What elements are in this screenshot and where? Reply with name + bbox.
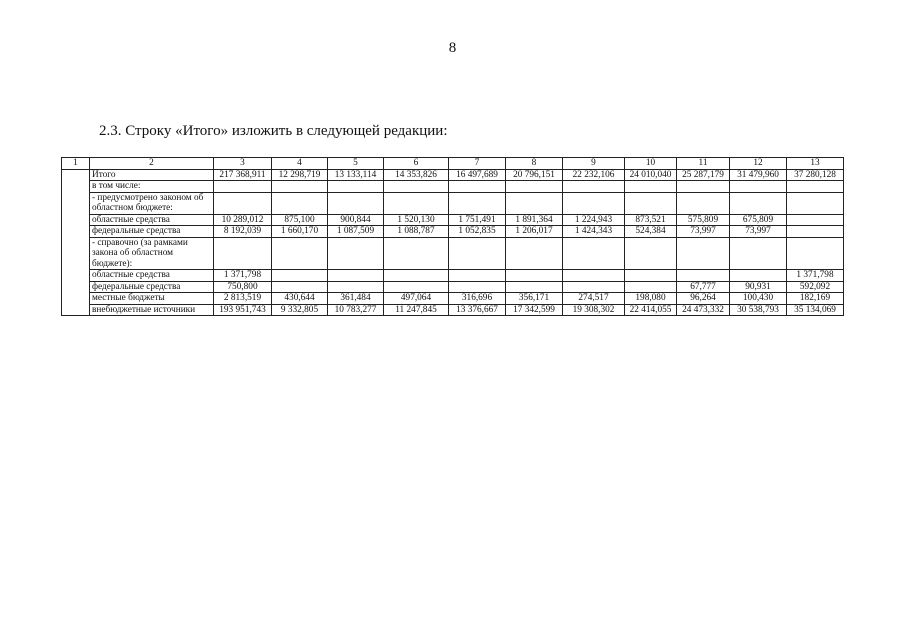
row-label: федеральные средства	[90, 226, 214, 238]
column-header: 7	[449, 158, 506, 170]
table-cell	[506, 181, 563, 193]
table-cell	[625, 281, 677, 293]
row-number-cell	[62, 169, 90, 316]
table-cell	[328, 181, 384, 193]
table-cell: 25 287,179	[677, 169, 730, 181]
table-cell	[214, 192, 272, 214]
table-cell: 875,100	[272, 214, 328, 226]
table-header-row	[62, 158, 844, 170]
column-header: 6	[384, 158, 449, 170]
table-cell	[625, 237, 677, 270]
table-cell	[384, 192, 449, 214]
column-header: 1	[62, 158, 90, 170]
table-cell: 1 087,509	[328, 226, 384, 238]
table-cell	[384, 237, 449, 270]
table-cell	[787, 237, 844, 270]
table-cell: 217 368,911	[214, 169, 272, 181]
table-cell	[506, 281, 563, 293]
table-cell: 67,777	[677, 281, 730, 293]
table-cell	[384, 281, 449, 293]
page-number: 8	[448, 40, 457, 56]
table-cell	[677, 181, 730, 193]
table-cell: 12 298,719	[272, 169, 328, 181]
table-cell	[506, 237, 563, 270]
table-cell: 11 247,845	[384, 304, 449, 316]
table-cell	[563, 237, 625, 270]
table-cell: 1 371,798	[214, 270, 272, 282]
table-row	[62, 226, 844, 238]
table-cell	[563, 270, 625, 282]
table-row	[62, 192, 844, 214]
table-cell: 430,644	[272, 293, 328, 305]
table-cell: 1 371,798	[787, 270, 844, 282]
table-cell	[214, 181, 272, 193]
table-cell	[506, 270, 563, 282]
table-cell	[625, 270, 677, 282]
table-cell: 24 010,040	[625, 169, 677, 181]
table-cell: 1 224,943	[563, 214, 625, 226]
row-label: федеральные средства	[90, 281, 214, 293]
row-label: внебюджетные источники	[90, 304, 214, 316]
table-cell: 193 951,743	[214, 304, 272, 316]
table-cell	[787, 226, 844, 238]
table-cell: 22 232,106	[563, 169, 625, 181]
table-cell: 100,430	[730, 293, 787, 305]
table-cell	[730, 270, 787, 282]
table-cell: 1 088,787	[384, 226, 449, 238]
table-cell: 361,484	[328, 293, 384, 305]
table-cell	[677, 192, 730, 214]
table-cell: 10 289,012	[214, 214, 272, 226]
table-cell	[730, 181, 787, 193]
row-label: областные средства	[90, 214, 214, 226]
table-cell: 750,800	[214, 281, 272, 293]
table-cell	[328, 270, 384, 282]
column-header: 2	[90, 158, 214, 170]
table-cell: 1 052,835	[449, 226, 506, 238]
table-cell: 20 796,151	[506, 169, 563, 181]
table-cell: 35 134,069	[787, 304, 844, 316]
column-header: 9	[563, 158, 625, 170]
table-cell	[677, 237, 730, 270]
table-cell	[730, 237, 787, 270]
table-cell	[214, 237, 272, 270]
table-cell	[449, 270, 506, 282]
table-cell	[272, 192, 328, 214]
table-cell	[787, 181, 844, 193]
table-cell: 1 520,130	[384, 214, 449, 226]
table-cell	[563, 281, 625, 293]
column-header: 12	[730, 158, 787, 170]
row-label: Итого	[90, 169, 214, 181]
column-header: 8	[506, 158, 563, 170]
table-cell	[625, 181, 677, 193]
table-cell: 1 424,343	[563, 226, 625, 238]
table-cell: 198,080	[625, 293, 677, 305]
table-cell: 17 342,599	[506, 304, 563, 316]
table-cell: 1 206,017	[506, 226, 563, 238]
table-row	[62, 304, 844, 316]
table-cell: 30 538,793	[730, 304, 787, 316]
row-label: - предусмотрено законом об областном бюджете:	[90, 192, 214, 214]
table-cell	[449, 192, 506, 214]
row-label: в том числе:	[90, 181, 214, 193]
table-cell: 592,092	[787, 281, 844, 293]
table-cell	[384, 270, 449, 282]
table-cell: 10 783,277	[328, 304, 384, 316]
column-header: 3	[214, 158, 272, 170]
table-cell: 9 332,805	[272, 304, 328, 316]
table-row	[62, 293, 844, 305]
table-cell	[449, 281, 506, 293]
table-cell	[328, 237, 384, 270]
table-cell	[272, 181, 328, 193]
column-header: 11	[677, 158, 730, 170]
table-cell: 14 353,826	[384, 169, 449, 181]
table-row	[62, 281, 844, 293]
table-cell	[449, 237, 506, 270]
row-label: местные бюджеты	[90, 293, 214, 305]
table-cell: 497,064	[384, 293, 449, 305]
table-cell	[328, 192, 384, 214]
table-cell	[384, 181, 449, 193]
table-cell: 19 308,302	[563, 304, 625, 316]
table-cell: 575,809	[677, 214, 730, 226]
table-row	[62, 169, 844, 181]
table-cell: 90,931	[730, 281, 787, 293]
table-cell: 524,384	[625, 226, 677, 238]
table-cell	[625, 192, 677, 214]
column-header: 10	[625, 158, 677, 170]
table-row	[62, 237, 844, 270]
table-cell	[563, 181, 625, 193]
table-cell: 873,521	[625, 214, 677, 226]
row-label: - справочно (за рамками закона об областном бюджете):	[90, 237, 214, 270]
table-cell: 900,844	[328, 214, 384, 226]
table-cell: 1 891,364	[506, 214, 563, 226]
table-cell: 8 192,039	[214, 226, 272, 238]
table-cell: 73,997	[730, 226, 787, 238]
table-cell	[677, 270, 730, 282]
table-row	[62, 181, 844, 193]
table-row	[62, 270, 844, 282]
table-cell	[328, 281, 384, 293]
table-cell: 182,169	[787, 293, 844, 305]
table-cell	[272, 237, 328, 270]
table-cell	[272, 270, 328, 282]
table-cell	[787, 214, 844, 226]
table-cell: 1 751,491	[449, 214, 506, 226]
table-cell: 16 497,689	[449, 169, 506, 181]
table-cell	[506, 192, 563, 214]
table-cell	[787, 192, 844, 214]
column-header: 5	[328, 158, 384, 170]
table-cell	[449, 181, 506, 193]
budget-table	[61, 157, 844, 316]
table-cell: 24 473,332	[677, 304, 730, 316]
table-cell: 2 813,519	[214, 293, 272, 305]
table-cell: 1 660,170	[272, 226, 328, 238]
table-cell: 13 376,667	[449, 304, 506, 316]
instruction-text: 2.3. Строку «Итого» изложить в следующей редакции:	[99, 123, 448, 139]
table-cell: 356,171	[506, 293, 563, 305]
table-cell: 316,696	[449, 293, 506, 305]
table-cell: 22 414,055	[625, 304, 677, 316]
table-cell: 13 133,114	[328, 169, 384, 181]
table-row	[62, 214, 844, 226]
table-cell: 274,517	[563, 293, 625, 305]
column-header: 4	[272, 158, 328, 170]
table-cell: 73,997	[677, 226, 730, 238]
table-cell: 96,264	[677, 293, 730, 305]
table-cell	[272, 281, 328, 293]
table-cell: 675,809	[730, 214, 787, 226]
column-header: 13	[787, 158, 844, 170]
row-label: областные средства	[90, 270, 214, 282]
table-cell	[563, 192, 625, 214]
table-cell	[730, 192, 787, 214]
table-cell: 31 479,960	[730, 169, 787, 181]
table-cell: 37 280,128	[787, 169, 844, 181]
